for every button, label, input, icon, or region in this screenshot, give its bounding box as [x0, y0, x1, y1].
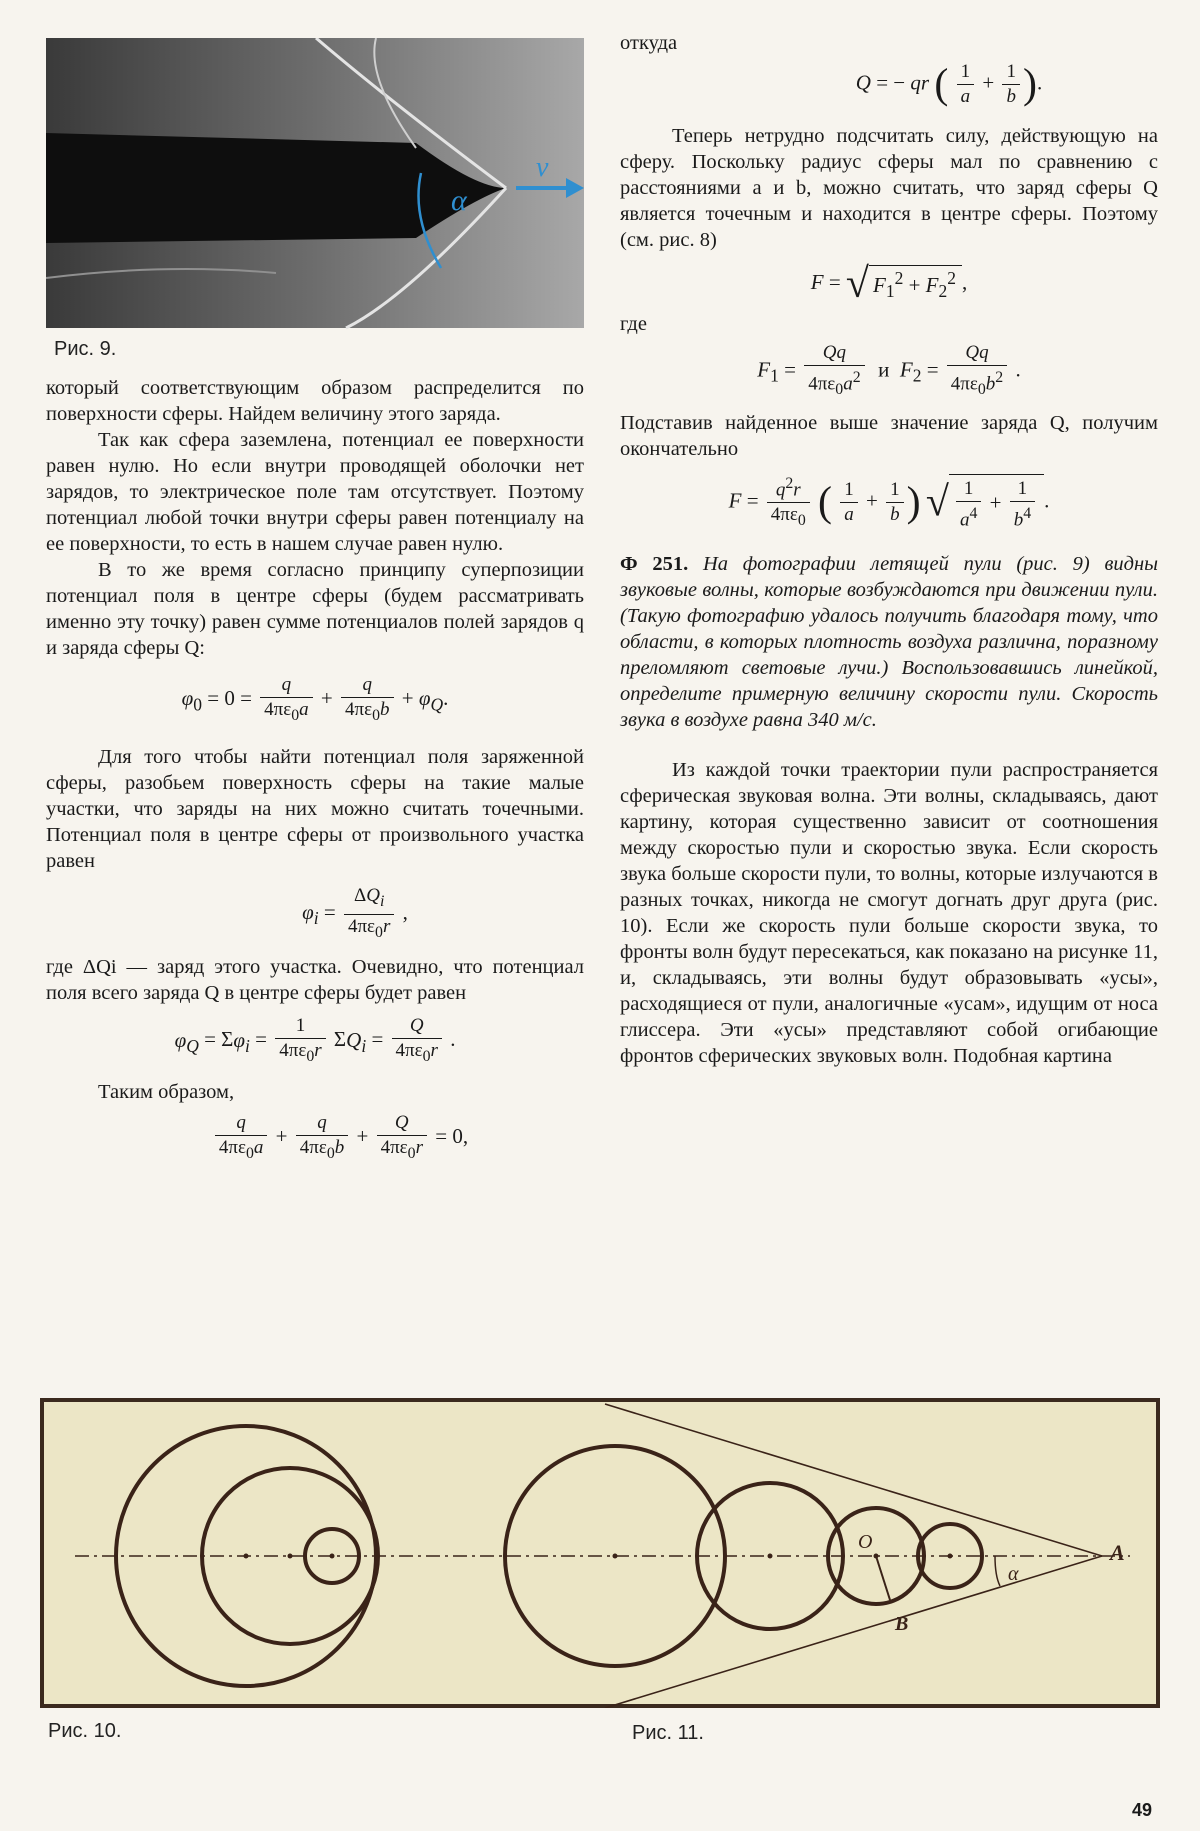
paragraph-9: Из каждой точки траектории пули распространяется сферическая звуковая волна. Эти волны, складываясь, дают картину, которая существенно зависит от соотношения между скоростью пули и скоростью звука. Если скорость звука больше скорости пули, то волны, которые излучаются в разных точках, никогда не смогут догнать друг друга (рис. 10). Если же скорость пули больше скорости звука, то фронты волн будут пересекаться, как показано на рисунке 11, и, складываясь, эти волны будут образовывать «усы», расходящиеся от пули, аналогичные «усам», идущим от носа глиссера. Эти «усы» представляют собой огибающие фронтов сферических звуковых волн. Подобная картина: [620, 759, 1158, 1068]
word-gde: где: [620, 313, 647, 335]
paragraph-1: который соответствующим образом распределится по поверхности сферы. Найдем величину этого заряда.: [46, 377, 584, 425]
paragraph-4: Для того чтобы найти потенциал поля заряженной сферы, разобьем поверхность сферы на такие малые участки, что заряды на них можно считать точечными. Потенциал поля в центре сферы от произвольного участка равен: [46, 745, 584, 872]
label-A: A: [1110, 1540, 1125, 1565]
figures-panel: [40, 1398, 1160, 1708]
left-column: [46, 30, 584, 1166]
problem-251: [620, 551, 1158, 733]
formula-sum: $\frac{q}{4\pi\varepsilon_0a}$ + $\frac{q}{4\pi\varepsilon_0b}$ + $\frac{Q}{4\pi\varepsilon_0r}$ = 0,: [46, 1111, 584, 1166]
formula-q: Q = − qr ( $\frac{1}{a}$ + $\frac{1}{b}$ ).: [855, 61, 1043, 108]
figure-11-caption: Рис. 11.: [632, 1722, 704, 1744]
formula-force: F = √ $F_1^2 + F_2^2$ ,: [810, 261, 968, 307]
velocity-label: v: [536, 152, 549, 183]
figure-10-caption: Рис. 10.: [48, 1720, 122, 1742]
word-otkuda: откуда: [620, 32, 678, 54]
formula-final-force: F = $\frac{q^2r}{4\pi\varepsilon_0}$ ( $\frac{1}{a}$ + $\frac{1}{b}$ ) √ $\frac{1}{a^4}$ + $\frac{1}{b^4}$ .: [620, 472, 1158, 533]
paragraph-7: Теперь нетрудно подсчитать силу, действующую на сферу. Поскольку радиус сферы мал по сравнению с расстояниями a и b, можно считать, что заряд сферы Q является точечным и находится в центре сферы. Поэтому (см. рис. 8): [620, 125, 1158, 251]
paragraph-5: где ΔQi — заряд этого участка. Очевидно, что потенциал поля всего заряда Q в центре сферы будет равен: [46, 956, 584, 1005]
label-B: B: [895, 1613, 909, 1635]
formula-f1-f2: $F_1$ = $\frac{Qq}{4\pi\varepsilon_0a^2}$ и $F_2$ = $\frac{Qq}{4\pi\varepsilon_0b^2}$ .: [757, 342, 1021, 399]
angle-label: α: [451, 184, 467, 217]
paragraph-8: Подставив найденное выше значение заряда Q, получим окончательно: [620, 412, 1158, 461]
figure-9-caption: Рис. 9.: [54, 338, 117, 360]
formula-phi-i: $\varphi_i$ = $\Delta Q_i$ $4\pi\varepsilon_0r$ ,: [302, 884, 408, 941]
problem-text: На фотографии летящей пули (рис. 9) видны звуковые волны, которые возбуждаются при движении пули. (Такую фотографию удалось получить благодаря тому, что области, в которых плотность воздуха различна, поразному преломляют световые лучи.) Воспользовавшись линейкой, определите примерную величину скорости пули. Скорость звука в воздухе равна 340 м/с.: [620, 553, 1159, 732]
figures-10-11: [40, 1398, 1160, 1708]
formula-phi0: $\varphi_0 = 0$ = $\frac{q}{4\pi\varepsilon_0a}$ + $\frac{q}{4\pi\varepsilon_0b}$ + $\varphi_Q$.: [181, 674, 449, 724]
paragraph-6: Таким образом,: [98, 1081, 235, 1104]
page-number: 49: [1132, 1800, 1153, 1820]
label-alpha: α: [1008, 1563, 1019, 1585]
paragraph-2: Так как сфера заземлена, потенциал ее поверхности равен нулю. Но если внутри проводящей оболочки нет зарядов, то электрическое поле там отсутствует. Поэтому потенциал любой точки внутри сферы равен потенциалу на ее поверхности, то есть в нашем случае равен нулю.: [46, 429, 584, 555]
paragraph-3: В то же время согласно принципу суперпозиции потенциал поля в центре сферы (будем рассматривать именно эту точку) равен сумме потенциалов полей зарядов q и заряда сферы Q:: [46, 559, 584, 659]
figure-9-bullet-photo: [46, 38, 584, 338]
formula-phi-q: $\varphi_Q = \Sigma\varphi_i$ = $\frac{1}{4\pi\varepsilon_0r}$ $\Sigma Q_i$ = $\frac{Q}{4\pi\varepsilon_0r}$ .: [174, 1015, 456, 1066]
label-O: O: [858, 1531, 873, 1553]
problem-number: Ф 251.: [620, 553, 689, 576]
right-column: [620, 30, 1158, 1069]
